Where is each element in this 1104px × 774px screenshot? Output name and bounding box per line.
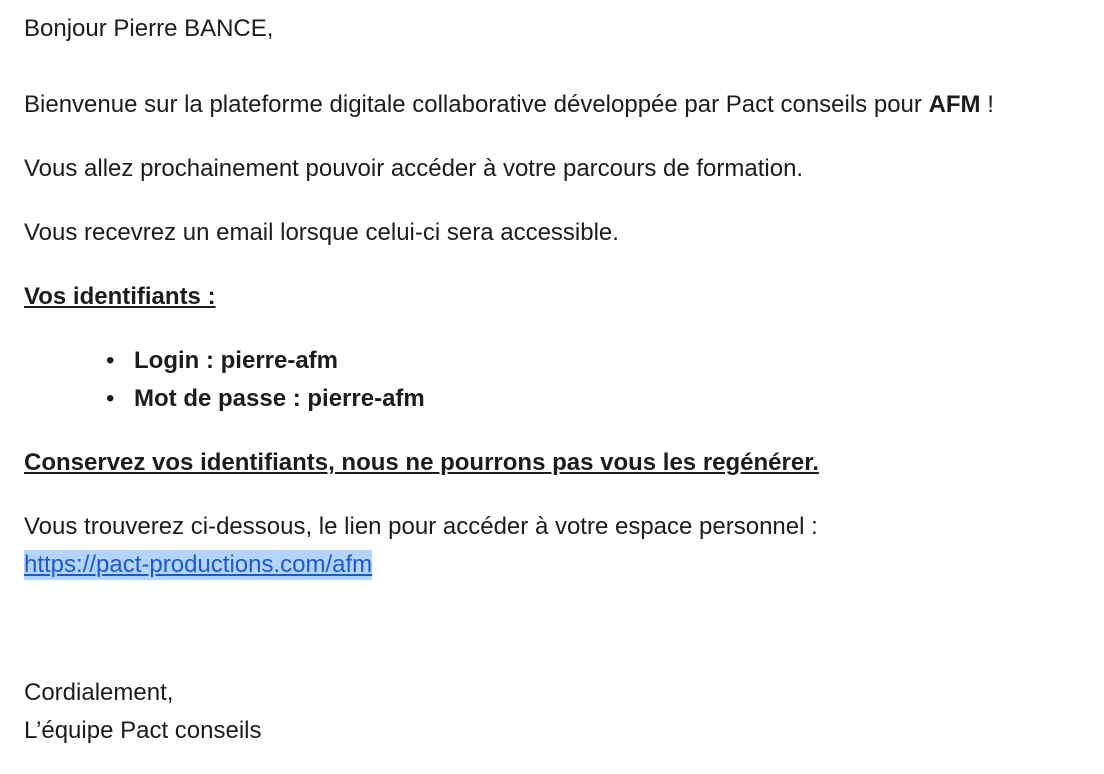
link-intro: Vous trouverez ci-dessous, le lien pour accéder à votre espace personnel : bbox=[24, 513, 818, 540]
signature: L’équipe Pact conseils bbox=[24, 717, 262, 744]
credential-item-password bbox=[24, 383, 425, 421]
credential-item-login bbox=[24, 345, 425, 383]
credential-password: Mot de passe : pierre-afm bbox=[134, 385, 425, 412]
personal-space-link[interactable]: https://pact-productions.com/afm bbox=[24, 551, 373, 578]
closing: Cordialement, bbox=[24, 679, 174, 706]
welcome-end: ! bbox=[980, 91, 994, 118]
welcome-brand: AFM bbox=[928, 91, 981, 118]
welcome-paragraph bbox=[24, 90, 994, 120]
email-info-paragraph: Vous recevrez un email lorsque celui-ci sera accessible. bbox=[24, 219, 619, 246]
credentials-list bbox=[24, 345, 425, 421]
welcome-text: Bienvenue sur la plateforme digitale collaborative développée par Pact conseils pour bbox=[24, 91, 922, 118]
notice-paragraph: Vous allez prochainement pouvoir accéder à votre parcours de formation. bbox=[24, 155, 804, 182]
credential-login: Login : pierre-afm bbox=[134, 347, 339, 374]
warning-paragraph: Conservez vos identifiants, nous ne pourrons pas vous les regénérer. bbox=[24, 449, 819, 476]
bullet-icon: • bbox=[106, 385, 115, 412]
credentials-heading: Vos identifiants : bbox=[24, 283, 216, 310]
greeting: Bonjour Pierre BANCE, bbox=[24, 15, 274, 42]
link-line bbox=[24, 550, 372, 580]
bullet-icon: • bbox=[106, 347, 115, 374]
